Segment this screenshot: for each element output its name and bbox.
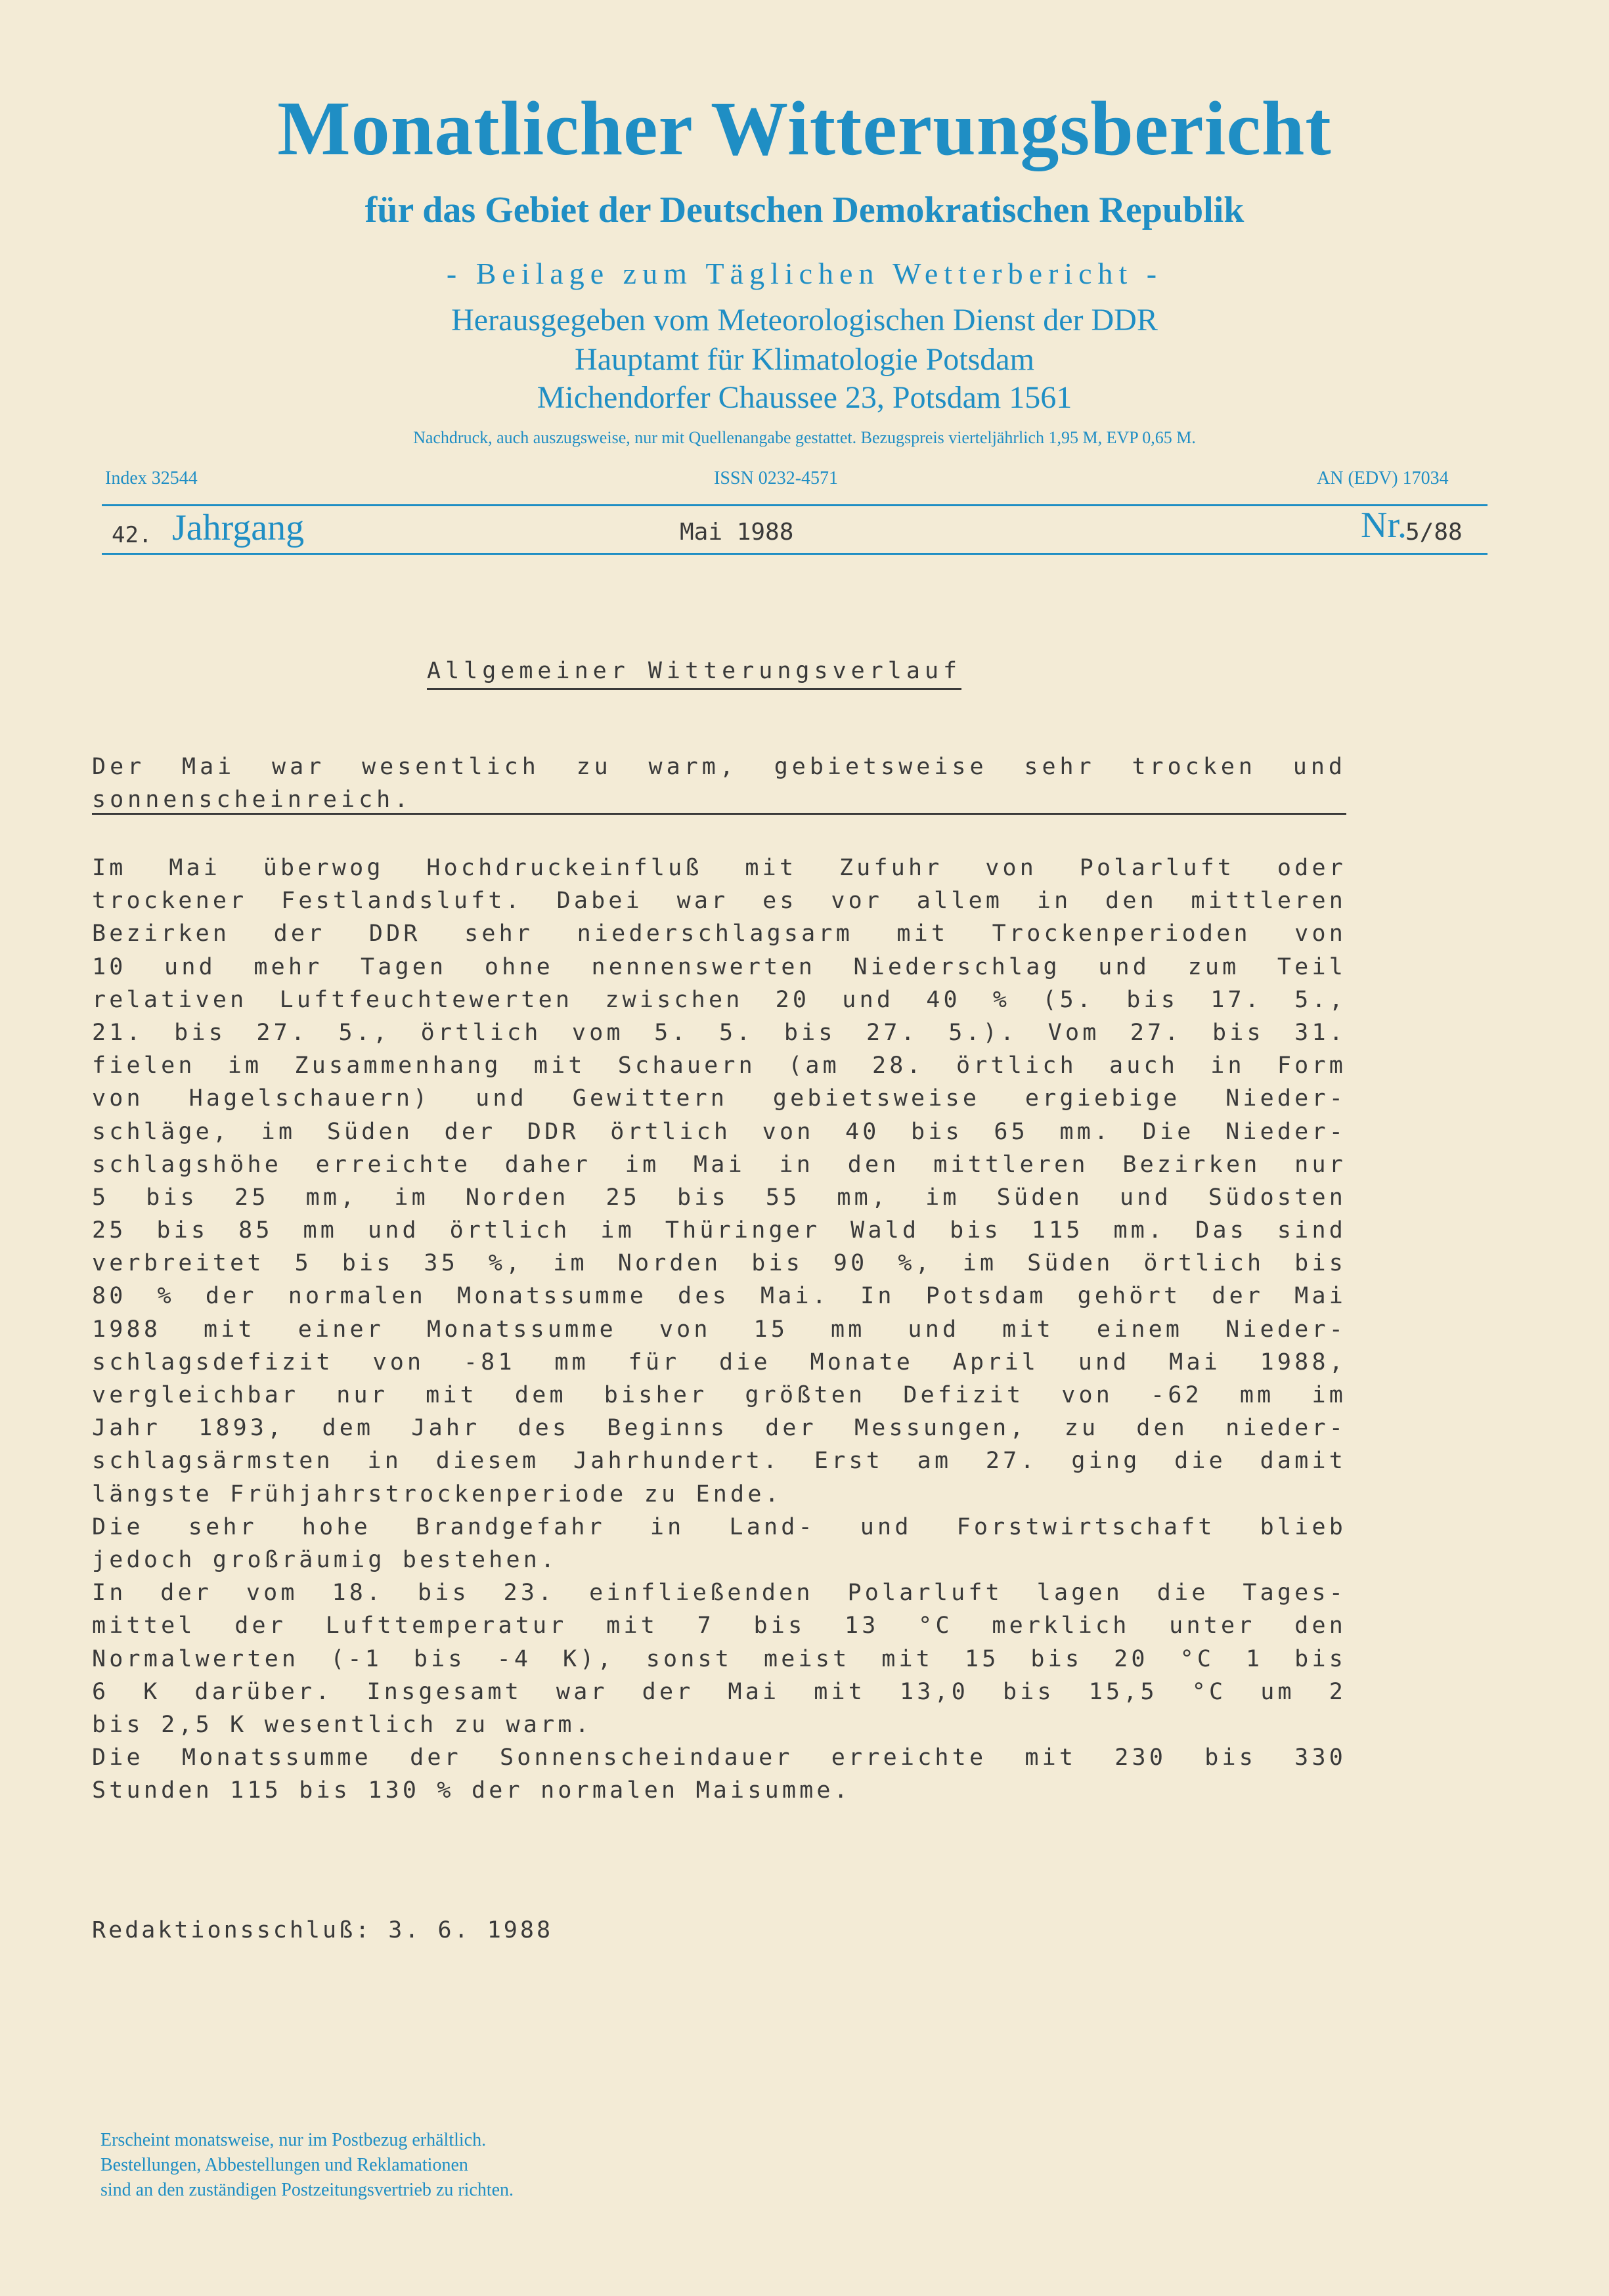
index-number: Index 32544 (105, 468, 198, 488)
publisher-line: Herausgegeben vom Meteorologischen Dienst der DDR (451, 303, 1158, 337)
body-line: 5 bis 25 mm, im Norden 25 bis 55 mm, im Süden und Südosten (92, 1184, 1346, 1211)
masthead-title: Monatlicher Witterungsbericht (277, 85, 1332, 171)
body-line: schlagshöhe erreichte daher im Mai in den mittleren Bezirken nur (92, 1151, 1346, 1178)
body-line: schlagsdefizit von -81 mm für die Monate April und Mai 1988, (92, 1349, 1346, 1375)
body-line: Stunden 115 bis 130 % der normalen Maisumme. (92, 1777, 851, 1804)
body-line: Im Mai überwog Hochdruckeinfluß mit Zufuhr von Polarluft oder (92, 855, 1346, 881)
body-line: 21. bis 27. 5., örtlich vom 5. 5. bis 27. 5.). Vom 27. bis 31. (92, 1019, 1346, 1046)
body-line: Bezirken der DDR sehr niederschlagsarm mit Trockenperioden von (92, 921, 1346, 947)
masthead-subtitle: für das Gebiet der Deutschen Demokratischen Republik (364, 190, 1245, 230)
publisher-line: Hauptamt für Klimatologie Potsdam (575, 342, 1034, 377)
body-line: jedoch großräumig bestehen. (92, 1546, 558, 1573)
body-line: relativen Luftfeuchtewerten zwischen 20 und 40 % (5. bis 17. 5., (92, 986, 1346, 1013)
summary-line: Der Mai war wesentlich zu warm, gebietsweise sehr trocken und (92, 754, 1346, 780)
body-line: von Hagelschauern) und Gewittern gebietsweise ergiebige Nieder- (92, 1085, 1346, 1112)
an-edv-number: AN (EDV) 17034 (1317, 468, 1449, 488)
body-line: mittel der Lufttemperatur mit 7 bis 13 °C merklich unter den (92, 1613, 1346, 1639)
issn-number: ISSN 0232-4571 (714, 468, 839, 488)
jahrgang-label: Jahrgang (172, 508, 305, 548)
body-line: schlagsärmsten in diesem Jahrhundert. Erst am 27. ging die damit (92, 1448, 1346, 1475)
body-line: vergleichbar nur mit dem bisher größten Defizit von -62 mm im (92, 1382, 1346, 1408)
body-line: fielen im Zusammenhang mit Schauern (am 28. örtlich auch in Form (92, 1052, 1346, 1079)
body-line: 1988 mit einer Monatssumme von 15 mm und mit einem Nieder- (92, 1316, 1346, 1343)
article-heading: Allgemeiner Witterungsverlauf (427, 658, 961, 690)
editorial-deadline: Redaktionsschluß: 3. 6. 1988 (92, 1917, 554, 1943)
body-line: längste Frühjahrstrockenperiode zu Ende. (92, 1481, 782, 1507)
body-line: 6 K darüber. Insgesamt war der Mai mit 13,0 bis 15,5 °C um 2 (92, 1678, 1346, 1705)
issue-date: Mai 1988 (680, 519, 794, 546)
issue-nr-label: Nr. (1361, 505, 1407, 546)
article-body (92, 852, 1346, 1807)
jahrgang-number: 42. (112, 522, 152, 548)
body-line: Die Monatssumme der Sonnenscheindauer erreichte mit 230 bis 330 (92, 1744, 1346, 1771)
body-line: Jahr 1893, dem Jahr des Beginns der Messungen, zu den nieder- (92, 1415, 1346, 1442)
summary-underline (92, 813, 1346, 815)
body-line: schläge, im Süden der DDR örtlich von 40 bis 65 mm. Die Nieder- (92, 1118, 1346, 1145)
masthead-rule-top (102, 504, 1488, 506)
body-line: 10 und mehr Tagen ohne nennenswerten Niederschlag und zum Teil (92, 953, 1346, 980)
masthead-rule-bottom (102, 553, 1488, 555)
issue-nr-value: 5/88 (1405, 519, 1463, 546)
footer-line: sind an den zuständigen Postzeitungsvertrieb zu richten. (100, 2180, 514, 2200)
body-line: Normalwerten (-1 bis -4 K), sonst meist mit 15 bis 20 °C 1 bis (92, 1645, 1346, 1672)
masthead-beilage: - Beilage zum Täglichen Wetterbericht - (446, 257, 1163, 290)
body-line: verbreitet 5 bis 35 %, im Norden bis 90 %, im Süden örtlich bis (92, 1250, 1346, 1277)
publisher-line: Michendorfer Chaussee 23, Potsdam 1561 (537, 380, 1072, 415)
reprint-notice: Nachdruck, auch auszugsweise, nur mit Quellenangabe gestattet. Bezugspreis vierteljährlich 1,95 M, EVP 0,65 M. (413, 428, 1196, 447)
body-line: trockener Festlandsluft. Dabei war es vor allem in den mittleren (92, 888, 1346, 915)
body-line: 25 bis 85 mm und örtlich im Thüringer Wald bis 115 mm. Das sind (92, 1217, 1346, 1244)
summary-line: sonnenscheinreich. (92, 787, 412, 813)
body-line: Die sehr hohe Brandgefahr in Land- und Forstwirtschaft blieb (92, 1513, 1346, 1540)
body-line: 80 % der normalen Monatssumme des Mai. In Potsdam gehört der Mai (92, 1283, 1346, 1310)
footer-line: Bestellungen, Abbestellungen und Reklamationen (100, 2155, 468, 2175)
body-line: In der vom 18. bis 23. einfließenden Polarluft lagen die Tages- (92, 1580, 1346, 1607)
footer-line: Erscheint monatsweise, nur im Postbezug erhältlich. (100, 2130, 487, 2150)
body-line: bis 2,5 K wesentlich zu warm. (92, 1711, 592, 1738)
